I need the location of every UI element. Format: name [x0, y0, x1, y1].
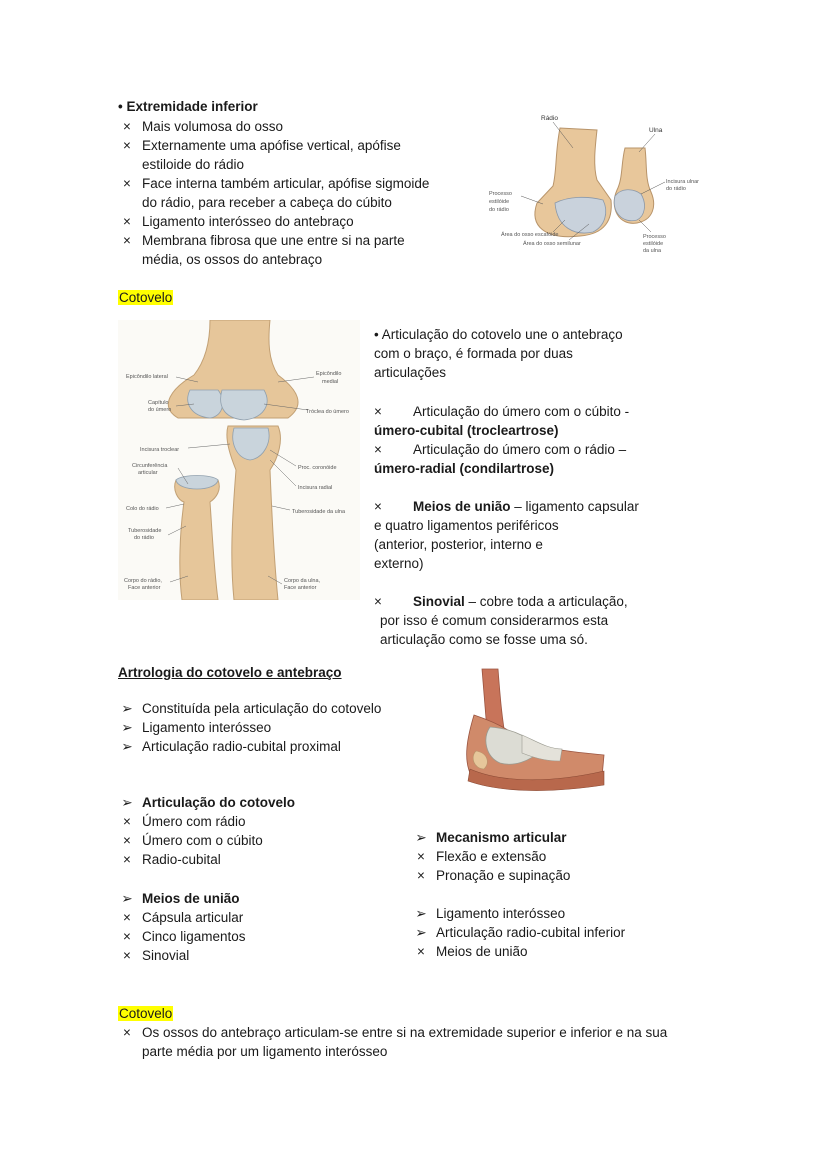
list-item: Articulação radio-cubital proximal — [142, 739, 341, 754]
list-item: Membrana fibrosa que une entre si na parte — [142, 233, 405, 248]
arrow-marker: ➢ — [415, 925, 427, 940]
meios-uniao-text: – ligamento capsular — [510, 499, 639, 514]
list-title: Meios de união — [142, 891, 240, 906]
arrow-marker: ➢ — [415, 906, 427, 921]
cotovelo-2-text — [118, 1023, 718, 1063]
label-epicondilo-lateral: Epicôndilo lateral — [126, 374, 168, 380]
list-title: Articulação do cotovelo — [142, 795, 296, 810]
list-item: Ligamento interósseo — [142, 720, 272, 735]
umero-cubital: úmero-cubital (trocleartrose) — [374, 423, 559, 438]
list-item: Constituída pela articulação do cotovelo — [142, 701, 382, 716]
list-item: Sinovial — [142, 948, 190, 963]
label-tuberosidade-radio: Tuberosidade — [128, 528, 162, 534]
sinovial-line: por isso é comum considerarmos esta — [380, 613, 609, 628]
list-item: Cinco ligamentos — [142, 929, 246, 944]
label-corpo-ulna-2: Face anterior — [284, 585, 317, 591]
arrow-marker: ➢ — [121, 701, 133, 716]
label-ulna: Ulna — [649, 127, 663, 134]
label-proc-ulna-3: da ulna — [643, 248, 662, 254]
cross-marker: × — [417, 944, 425, 959]
elbow-bones-figure — [118, 320, 360, 600]
intro-line: com o braço, é formada por duas — [374, 346, 573, 361]
section-heading-cotovelo: Cotovelo — [119, 290, 173, 305]
artrologia-list — [118, 699, 418, 759]
label-incisura-radial: Incisura radial — [298, 485, 333, 491]
list-item: Úmero com o cúbito — [142, 833, 263, 848]
label-radio: Rádio — [541, 115, 558, 122]
cross-marker: × — [374, 442, 382, 457]
arrow-marker: ➢ — [121, 891, 133, 906]
list-title: Mecanismo articular — [436, 830, 567, 845]
intro-line: • Articulação do cotovelo une o antebraço — [374, 327, 623, 342]
meios-uniao-label: Meios de união — [413, 499, 511, 514]
label-escafoide: Área do osso escafóide — [501, 232, 559, 238]
label-incisura-troclear: Incisura troclear — [140, 447, 180, 453]
label-circunferencia: Circunferência — [132, 463, 168, 469]
cross-marker: × — [374, 594, 382, 609]
label-troclea: Tróclea do úmero — [306, 409, 349, 415]
list-item: Face interna também articular, apófise sigmoide — [142, 176, 430, 191]
arrow-marker: ➢ — [121, 739, 133, 754]
list-item: Ligamento interósseo do antebraço — [142, 214, 354, 229]
extremidade-section — [118, 97, 458, 272]
list-item: Meios de união — [436, 944, 528, 959]
cross-marker: × — [123, 833, 131, 848]
label-capitulo-2: do úmero — [148, 407, 172, 413]
label-capitulo: Capítulo — [148, 400, 169, 406]
meios-line: e quatro ligamentos periféricos — [374, 518, 559, 533]
intro-line: articulações — [374, 365, 447, 380]
label-corpo-radio: Corpo do rádio, — [124, 578, 162, 584]
label-incisura: Incisura ulnar — [666, 179, 700, 185]
label-circunferencia-2: articular — [138, 470, 158, 476]
sinovial-label: Sinovial — [413, 594, 465, 609]
label-proc-radio-3: do rádio — [489, 207, 509, 213]
section-heading-artrologia: Artrologia do cotovelo e antebraço — [118, 665, 342, 680]
cross-marker: × — [123, 1025, 131, 1040]
cross-marker: × — [123, 814, 131, 829]
list-item: Articulação radio-cubital inferior — [436, 925, 626, 940]
distal-radius-ulna-figure — [485, 108, 725, 263]
label-proc-radio: Processo — [489, 191, 512, 197]
list-item: Úmero com rádio — [142, 814, 246, 829]
section-title: • Extremidade inferior — [118, 99, 258, 114]
list-item: Mais volumosa do osso — [142, 119, 284, 134]
label-proc-radio-2: estilóide — [489, 199, 510, 205]
cross-marker: × — [417, 868, 425, 883]
label-proc-ulna: Processo — [643, 234, 666, 240]
cross-marker: × — [123, 852, 131, 867]
cross-marker: × — [123, 929, 131, 944]
label-proc-coronoide: Proc. coronóide — [298, 465, 337, 471]
cross-marker: × — [123, 119, 131, 134]
cross-marker: × — [123, 948, 131, 963]
list-item: Cápsula articular — [142, 910, 244, 925]
label-tuberosidade-ulna: Tuberosidade da ulna — [292, 509, 346, 515]
cross-marker: × — [123, 910, 131, 925]
cross-marker: × — [123, 214, 131, 229]
articulacao-cotovelo-list — [118, 793, 398, 969]
label-proc-ulna-2: estilóide — [643, 241, 664, 247]
label-incisura-2: do rádio — [666, 186, 686, 192]
list-item-cont: estiloide do rádio — [142, 157, 245, 172]
list-item: Pronação e supinação — [436, 868, 571, 883]
cross-marker: × — [123, 138, 131, 153]
umero-radial: úmero-radial (condilartrose) — [374, 461, 555, 476]
cross-marker: × — [417, 849, 425, 864]
meios-line: externo) — [374, 556, 424, 571]
paragraph-line: Os ossos do antebraço articulam-se entre si na extremidade superior e inferior e na sua — [142, 1025, 668, 1040]
meios-line: (anterior, posterior, interno e — [374, 537, 543, 552]
list-item-cont: do rádio, para receber a cabeça do cúbito — [142, 195, 392, 210]
cross-marker: × — [123, 233, 131, 248]
label-epicondilo-medial-2: medial — [322, 379, 339, 385]
articulacao-umero-cubito: Articulação do úmero com o cúbito - — [413, 404, 630, 419]
label-corpo-radio-2: Face anterior — [128, 585, 161, 591]
mecanismo-list — [412, 828, 672, 964]
arrow-marker: ➢ — [121, 795, 133, 810]
elbow-ligament-figure — [452, 665, 608, 795]
label-epicondilo-medial: Epicôndilo — [316, 371, 342, 377]
sinovial-text: – cobre toda a articulação, — [464, 594, 628, 609]
list-item: Externamente uma apófise vertical, apófise — [142, 138, 401, 153]
label-tuberosidade-radio-2: do rádio — [134, 535, 154, 541]
list-item: Radio-cubital — [142, 852, 221, 867]
cross-marker: × — [374, 404, 382, 419]
arrow-marker: ➢ — [121, 720, 133, 735]
sinovial-line: articulação como se fosse uma só. — [380, 632, 588, 647]
label-semilunar: Área do osso semilunar — [523, 241, 581, 247]
paragraph-line: parte média por um ligamento interósseo — [142, 1044, 388, 1059]
cotovelo-description — [374, 325, 674, 650]
label-corpo-ulna: Corpo da ulna, — [284, 578, 321, 584]
cross-marker: × — [123, 176, 131, 191]
list-item-cont: média, os ossos do antebraço — [142, 252, 323, 267]
list-item: Ligamento interósseo — [436, 906, 566, 921]
cross-marker: × — [374, 499, 382, 514]
label-colo-radio: Colo do rádio — [126, 506, 159, 512]
articulacao-umero-radio: Articulação do úmero com o rádio – — [413, 442, 627, 457]
arrow-marker: ➢ — [415, 830, 427, 845]
list-item: Flexão e extensão — [436, 849, 547, 864]
section-heading-cotovelo-2: Cotovelo — [119, 1006, 173, 1021]
